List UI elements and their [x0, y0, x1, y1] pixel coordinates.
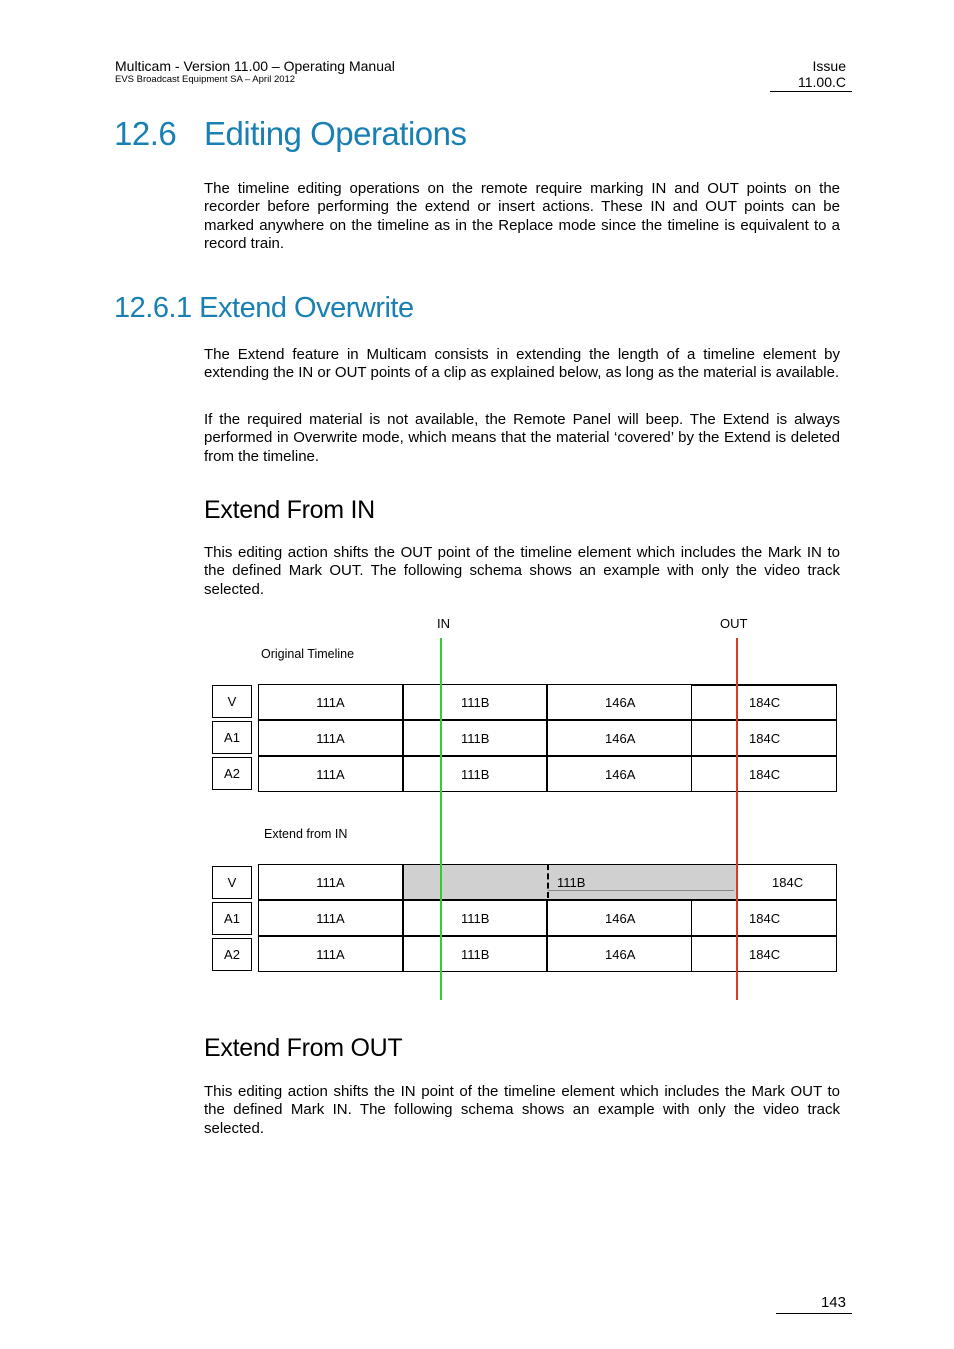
header-rule [770, 91, 852, 92]
extend-out-text: This editing action shifts the IN point of the timeline element which includes the Mark OUT to the defined Mark IN. The following schema shows an example with only the video track selected. [204, 1083, 840, 1137]
section-intro: The timeline editing operations on the remote require marking IN and OUT points on the recorder before performing the extend or insert actions. These IN and OUT points can be marked anywhere on the timeline as in the Replace mode since the timeline is equivalent to a record train. [204, 180, 840, 253]
clip [402, 756, 548, 792]
header-title: Multicam - Version 11.00 – Operating Manual [115, 58, 395, 74]
clip-label: 111B [461, 766, 490, 782]
clip [546, 900, 692, 936]
header-issue-value: 11.00.C [798, 74, 846, 90]
clip [402, 720, 548, 756]
extend-out-heading: Extend From OUT [204, 1034, 403, 1062]
subsection-para-1: The Extend feature in Multicam consists in extending the length of a timeline element by extending the IN or OUT points of a clip as explained below, as long as the material is available. [204, 346, 840, 382]
clip-label: 184C [749, 766, 781, 782]
original-timeline-label: Original Timeline [261, 647, 355, 661]
clip [691, 684, 837, 720]
clip-label: 184C [749, 695, 781, 710]
clip-label: 111B [461, 694, 490, 710]
clip-label: 111A [316, 874, 345, 890]
out-marker-label: OUT [720, 616, 748, 631]
subsection-para-2: If the required material is not available, the Remote Panel will beep. The Extend is always performed in Overwrite mode, which means that the material ‘covered’ by the Extend is deleted from the timeline. [204, 411, 840, 465]
clip-label: 184C [749, 910, 781, 926]
clip-label: 111B [461, 910, 490, 926]
clip-label: 111A [316, 730, 345, 746]
clip-label: 146A [605, 766, 636, 782]
extend-in-text: This editing action shifts the OUT point of the timeline element which includes the Mark IN to the defined Mark OUT. The following schema shows an example with only the video track selected. [204, 544, 840, 598]
clip [691, 756, 837, 792]
extended-timeline-label: Extend from IN [264, 827, 348, 841]
clip-label: 111A [316, 694, 345, 710]
clip-underline [548, 890, 734, 891]
clip [546, 684, 692, 720]
clip-label: 184C [749, 730, 781, 746]
track-label: V [212, 685, 252, 718]
clip [737, 864, 837, 900]
clip [402, 936, 548, 972]
clip-label: 111B [557, 874, 586, 890]
clip [258, 864, 403, 900]
clip [402, 900, 548, 936]
clip-label: 111A [316, 910, 345, 926]
track-label: A1 [212, 721, 252, 754]
in-marker-label: IN [437, 616, 450, 631]
clip [258, 936, 403, 972]
clip-label: 184C [772, 874, 804, 890]
clip-label: 146A [605, 730, 636, 746]
section-title: Editing Operations [204, 115, 467, 152]
track-label: A2 [212, 757, 252, 790]
subsection-heading: 12.6.1 Extend Overwrite [114, 292, 414, 324]
clip [258, 900, 403, 936]
track-label: A2 [212, 938, 252, 971]
clip-label: 111B [461, 946, 490, 962]
track-label: A1 [212, 902, 252, 935]
clip [691, 900, 837, 936]
clip [546, 720, 692, 756]
extended-clip [402, 864, 738, 900]
footer-rule [776, 1313, 852, 1314]
clip [546, 936, 692, 972]
clip [691, 720, 837, 756]
page-number: 143 [820, 1294, 846, 1311]
header-subtitle: EVS Broadcast Equipment SA – April 2012 [115, 74, 296, 85]
clip [402, 684, 548, 720]
out-marker-line [736, 638, 738, 1000]
clip-label: 111B [461, 730, 490, 746]
clip-label: 146A [605, 694, 636, 710]
in-marker-line [440, 638, 442, 1000]
clip [546, 756, 692, 792]
clip [691, 936, 837, 972]
header-issue-label: Issue [812, 58, 846, 74]
clip [258, 756, 403, 792]
clip-label: 111A [316, 766, 345, 782]
clip-label: 184C [749, 946, 781, 962]
clip-label: 146A [605, 910, 636, 926]
section-number: 12.6 [114, 115, 177, 152]
clip [258, 720, 403, 756]
original-out-marker [547, 864, 549, 898]
clip [258, 684, 403, 720]
extend-in-heading: Extend From IN [204, 496, 375, 524]
clip-label: 111A [316, 946, 345, 962]
track-label: V [212, 866, 252, 899]
clip-label: 146A [605, 946, 636, 962]
